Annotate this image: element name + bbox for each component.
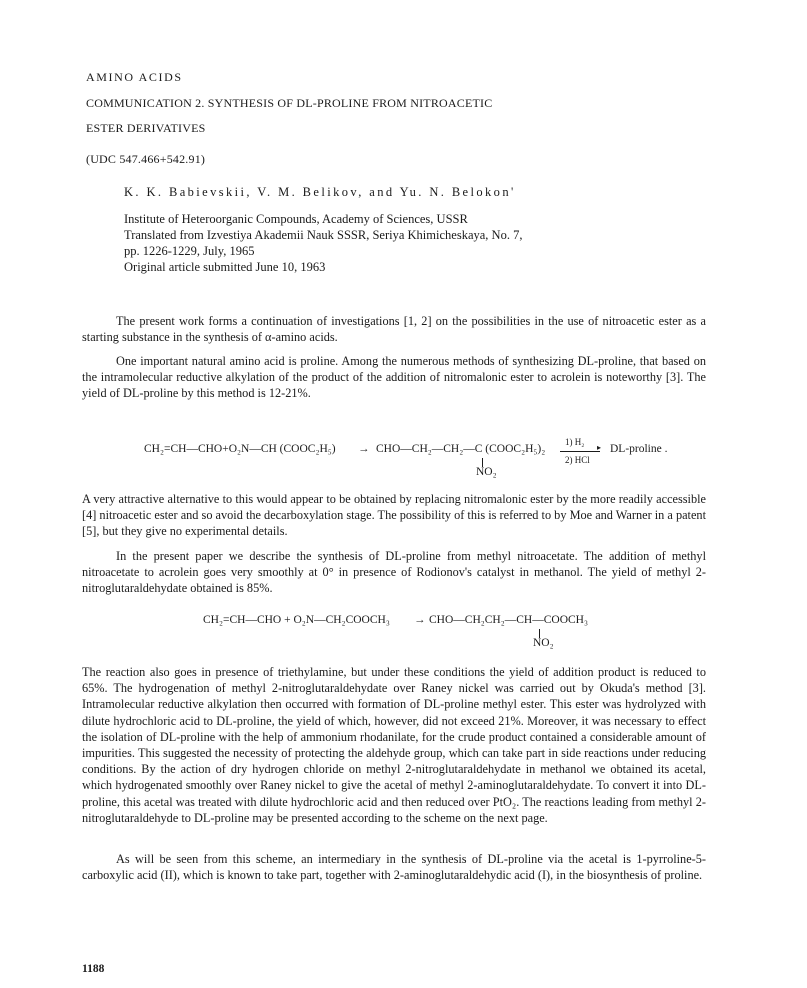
paragraph-4: In the present paper we describe the synthesis of DL-proline from methyl nitroacetate. The addition of methyl nitroacetate to acrolein goes very smoothly at 0° in presence of Rodionov's catalyst in methanol. The yield of methyl 2-nitroglutaraldehydate obtained is 85%. (82, 549, 706, 596)
affiliation-translation: Translated from Izvestiya Akademii Nauk SSSR, Seriya Khimicheskaya, No. 7, (124, 228, 523, 242)
paragraph-5: The reaction also goes in presence of triethylamine, but under these conditions the yield of addition product is reduced to 65%. The hydrogenation of methyl 2-nitroglutaraldehydate over Raney nickel was carried out by Okuda's method [3]. Intramolecular reductive alkylation then occurred with formation of DL-proline methyl ester. This ester was hydrolyzed with dilute hydrochloric acid to DL-proline, the yield of which, however, did not exceed 21%. Moreover, it was necessary to effect the isolation of DL-proline with the help of ammonium rhodanilate, for the crude product contained a considerable amount of impurities. This suggested the necessity of protecting the aldehyde group, which can take part in side reactions under reducing conditions. By the action of dry hydrogen chloride on methyl 2-nitroglutaraldehydate in methanol we obtained its acetal, which hydrogenated smoothly over Raney nickel to give the acetal of methyl 2-aminoglutaraldehydate. To convert it into DL-proline, this acetal was treated with dilute hydrochloric acid and then reduced over PtO₂. The reactions leading from methyl 2-nitroglutaraldehyde to DL-proline may be presented according to the scheme on the next page. (82, 665, 706, 825)
equation-1-reaction-arrow-head: ▸ (597, 443, 602, 452)
communication-title-line2: ESTER DERIVATIVES (86, 121, 206, 135)
section-heading: AMINO ACIDS (86, 70, 183, 84)
affiliation-submitted: Original article submitted June 10, 1963 (124, 260, 326, 274)
equation-1-nitro: NO₂ (476, 466, 497, 478)
equation-2-nitro: NO₂ (533, 637, 554, 649)
paragraph-1: The present work forms a continuation of investigations [1, 2] on the possibilities in the use of nitroacetic ester as a starting substance in the synthesis of α-amino acids. (82, 314, 706, 345)
communication-title-line1: COMMUNICATION 2. SYNTHESIS OF DL-PROLINE FROM NITROACETIC (86, 96, 493, 110)
paragraph-3: A very attractive alternative to this would appear to be obtained by replacing nitromalonic ester by the more readily accessible [4] nitroacetic ester and so avoid the decarboxylation stage. The possibility of this is referred to by Moe and Warner in a patent [5], but they give no experimental details. (82, 492, 706, 539)
udc-code: (UDC 547.466+542.91) (86, 152, 206, 166)
equation-1-intermediate: CHO—CH₂—CH₂—C (COOC₂H₅)₂ (376, 443, 546, 455)
equation-2-arrow: → (414, 614, 426, 626)
equation-1-reactants: CH₂=CH—CHO+O₂N—CH (COOC₂H₅) (144, 443, 336, 455)
authors: K. K. Babievskii, V. M. Belikov, and Yu. N. Belokon' (124, 185, 516, 199)
equation-1-step2: 2) HCl (565, 455, 590, 465)
equation-1-product: DL-proline . (610, 443, 668, 455)
paragraph-6: As will be seen from this scheme, an intermediary in the synthesis of DL-proline via the acetal is 1-pyrroline-5-carboxylic acid (II), which is known to take part, together with 2-aminoglutaraldehydic acid (I), in the biosynthesis of proline. (82, 852, 706, 883)
equation-2-reactants: CH₂=CH—CHO + O₂N—CH₂COOCH₃ (203, 614, 390, 626)
equation-1-arrow: → (358, 443, 370, 455)
equation-1-step1: 1) H₂ (565, 437, 585, 447)
paragraph-2: One important natural amino acid is proline. Among the numerous methods of synthesizing DL-proline, that based on the intramolecular reductive alkylation of the product of the addition of nitromalonic ester to acrolein is noteworthy [3]. The yield of DL-proline by this method is 12-21%. (82, 354, 706, 401)
affiliation-pages: pp. 1226-1229, July, 1965 (124, 244, 255, 258)
equation-2-product: CHO—CH₂CH₂—CH—COOCH₃ (429, 614, 588, 626)
affiliation-institute: Institute of Heteroorganic Compounds, Academy of Sciences, USSR (124, 212, 468, 226)
page-number: 1188 (82, 963, 105, 975)
affiliation-block (124, 211, 644, 275)
equation-1-reaction-arrow-line (560, 451, 600, 452)
